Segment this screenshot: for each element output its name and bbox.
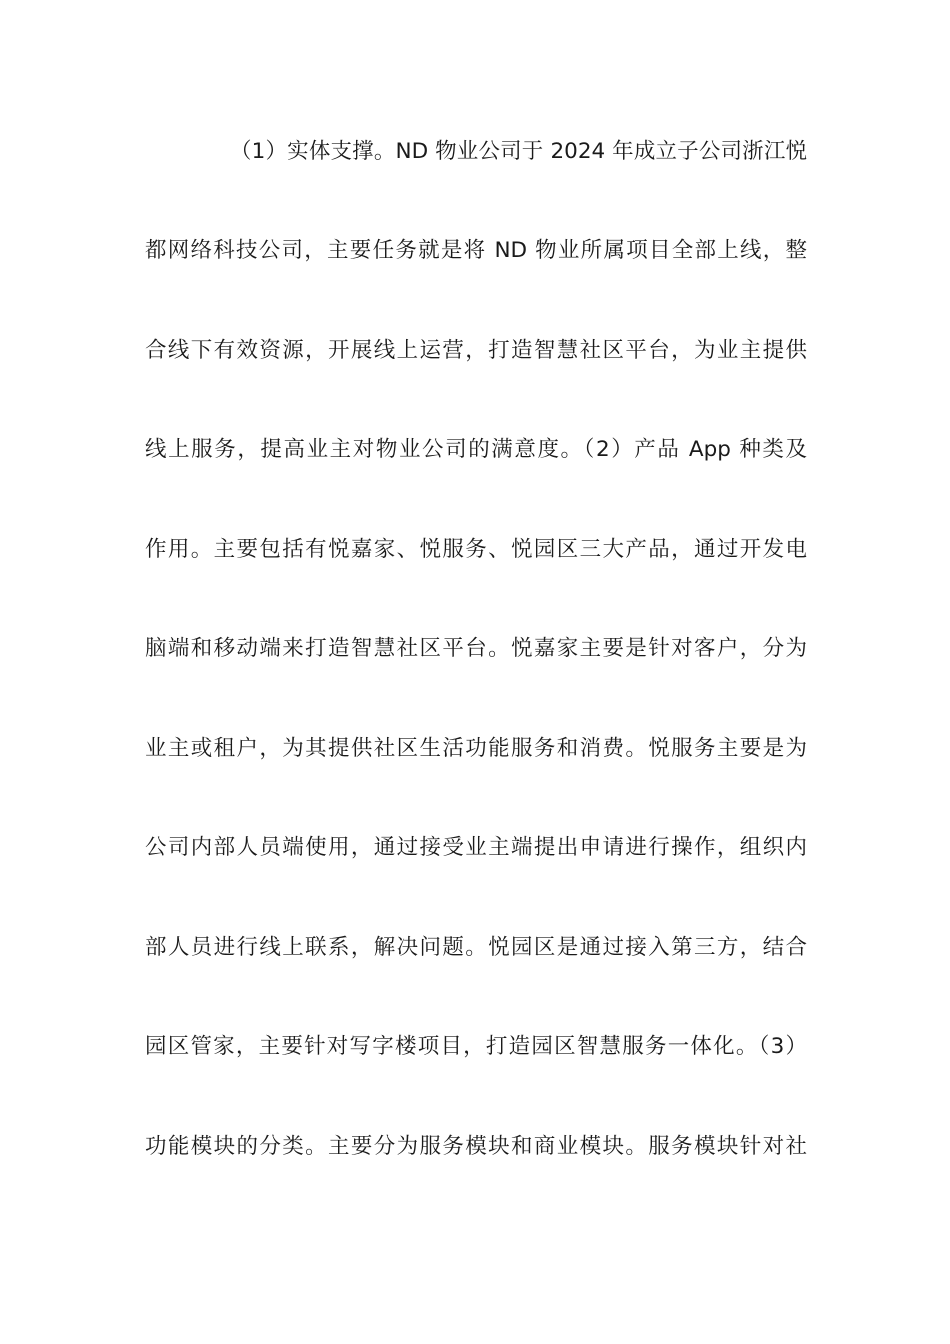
- paragraph-line: （1）实体支撑。ND 物业公司于 2024 年成立子公司浙江悦: [230, 139, 807, 164]
- paragraph-line: 部人员进行线上联系，解决问题。悦园区是通过接入第三方，结合: [145, 935, 807, 960]
- paragraph-line: 园区管家，主要针对写字楼项目，打造园区智慧服务一体化。（3）: [145, 1034, 807, 1059]
- paragraph-line: 都网络科技公司，主要任务就是将 ND 物业所属项目全部上线，整: [145, 238, 807, 263]
- paragraph-line: 合线下有效资源，开展线上运营，打造智慧社区平台，为业主提供: [145, 338, 807, 363]
- paragraph-line: 公司内部人员端使用，通过接受业主端提出申请进行操作，组织内: [145, 835, 807, 860]
- paragraph-line: 功能模块的分类。主要分为服务模块和商业模块。服务模块针对社: [145, 1134, 807, 1159]
- paragraph-line: 作用。主要包括有悦嘉家、悦服务、悦园区三大产品，通过开发电: [145, 537, 807, 562]
- paragraph-line: 线上服务，提高业主对物业公司的满意度。（2）产品 App 种类及: [145, 437, 807, 462]
- paragraph-line: 业主或租户，为其提供社区生活功能服务和消费。悦服务主要是为: [145, 736, 807, 761]
- paragraph-line: 脑端和移动端来打造智慧社区平台。悦嘉家主要是针对客户，分为: [145, 636, 807, 661]
